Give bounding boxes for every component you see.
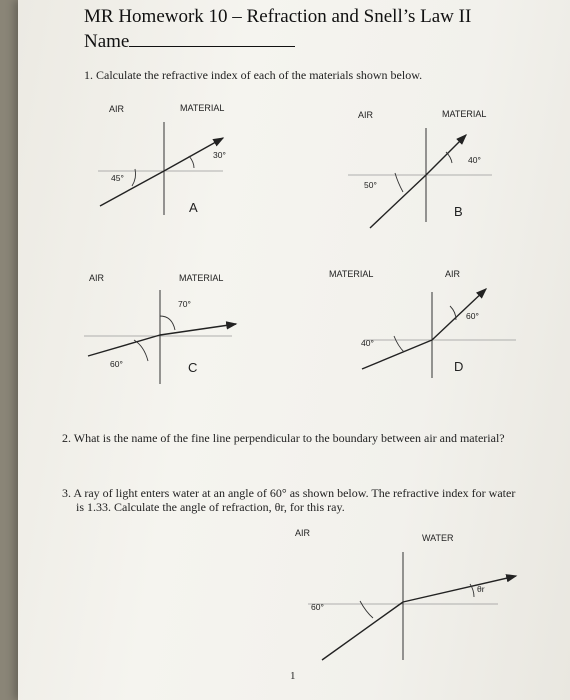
diagram-b-incident-arc [395,173,403,192]
diagram-c [84,290,236,384]
diagram-d-incident-arc [394,336,404,352]
name-label: Name [84,31,130,52]
page-title: MR Homework 10 – Refraction and Snell’s Law II [84,6,472,27]
diagram-a [98,122,223,215]
question-2: 2. What is the name of the fine line perpendicular to the boundary between air and material? [62,431,505,445]
question-3-line-2: is 1.33. Calculate the angle of refraction, θr, for this ray. [76,500,345,514]
diagram-a-incident-angle: 45° [111,173,124,183]
diagram-b-left-label: AIR [358,110,374,120]
diagram-c-letter: C [188,360,198,375]
diagram-d-letter: D [454,359,464,374]
diagram-b-incident-ray [370,175,426,228]
diagram-b-incident-angle: 50° [364,180,377,190]
q3-incident-angle: 60° [311,602,324,612]
diagram-b-letter: B [454,204,463,219]
diagram-c-refracted-arc [160,316,175,330]
diagrams-canvas [18,0,570,700]
q3-right-label: WATER [422,533,454,543]
q3-refracted-ray [403,576,516,602]
diagram-c-left-label: AIR [89,273,105,283]
worksheet-page [18,0,570,700]
diagram-c-right-label: MATERIAL [179,273,224,283]
diagram-b [348,128,492,228]
question-3-line-1: 3. A ray of light enters water at an angle of 60° as shown below. The refractive index for water [62,486,516,500]
diagram-a-right-label: MATERIAL [180,103,225,113]
diagram-b-right-label: MATERIAL [442,109,487,119]
diagram-a-letter: A [189,200,198,215]
q3-left-label: AIR [295,528,311,538]
diagram-q3 [308,552,516,660]
diagram-a-incident-ray [100,171,164,206]
diagram-a-refracted-angle: 30° [213,150,226,160]
q3-incident-ray [322,602,403,660]
diagram-d-incident-angle: 40° [361,338,374,348]
diagram-a-left-label: AIR [109,104,125,114]
diagram-b-refracted-angle: 40° [468,155,481,165]
q3-refracted-angle: θr [477,584,485,594]
q3-incident-arc [360,601,373,618]
diagram-c-incident-arc [134,340,148,361]
diagram-c-incident-ray [88,335,160,356]
diagram-a-refracted-arc [189,156,194,168]
diagram-c-refracted-ray [160,324,236,335]
diagram-d-left-label: MATERIAL [329,269,374,279]
diagram-d [362,289,516,378]
diagram-d-refracted-angle: 60° [466,311,479,321]
diagram-a-incident-arc [132,169,136,186]
page-number: 1 [290,670,296,682]
diagram-d-right-label: AIR [445,269,461,279]
diagram-b-refracted-ray [426,135,466,175]
diagram-c-incident-angle: 60° [110,359,123,369]
diagram-c-refracted-angle: 70° [178,299,191,309]
question-1: 1. Calculate the refractive index of each of the materials shown below. [84,68,423,82]
